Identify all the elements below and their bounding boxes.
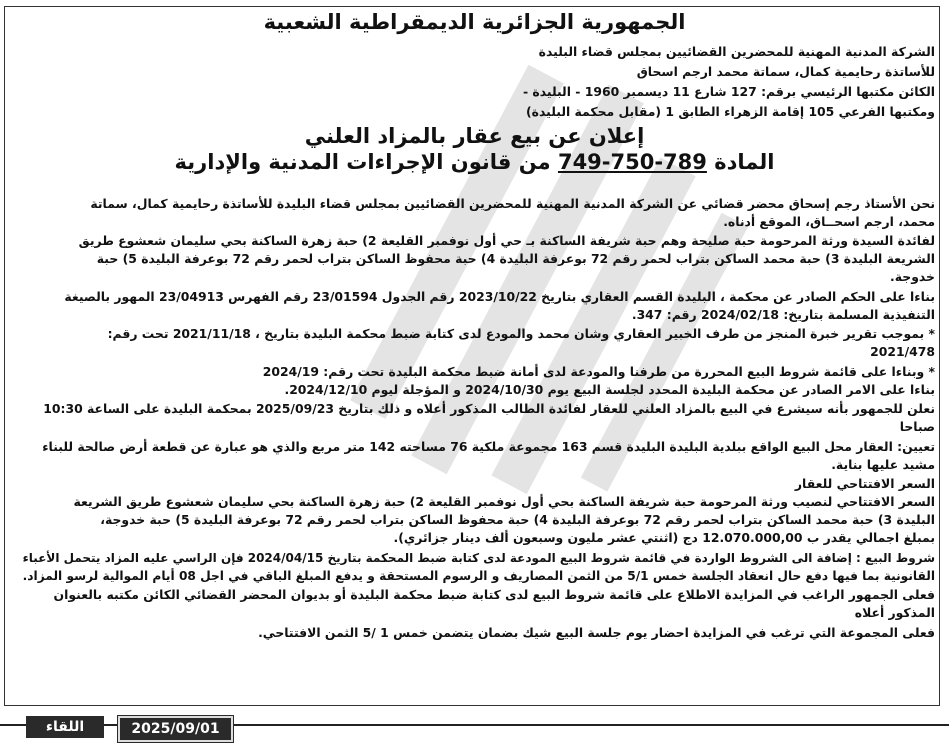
- body-line: لفائدة السيدة ورثة المرحومة حبة صليحة وهم حبة شريفة الساكنة بـ حي أول نوفمبر القليعة 2) حبة زهرة الساكنة بحي سليمان شعشوع طريق: [78, 233, 935, 248]
- body-line: 2021/478: [870, 344, 935, 359]
- body-line: فعلى المجموعة التي ترغب في المزايدة احضار يوم جلسة البيع شيك بضمان يتضمن خمس 1 /5 الثمن الافتتاحي.: [258, 625, 935, 640]
- body-line: بناءا على الحكم الصادر عن محكمة ، البليدة القسم العقاري بتاريخ 2023/10/22 رقم الجدول 23/01594 رقم الفهرس 23/04913 المهور بالصيغة: [64, 289, 935, 304]
- body-line: فعلى الجمهور الراغب في المزايدة الاطلاع على قائمة شروط البيع لدى كتابة ضبط محكمة البليدة أو بديوان المحضر القضائي الكائن مكتبه بالعنوان: [53, 587, 935, 602]
- body-line: السعر الافتتاحي لنصيب ورثة المرحومة حبة شريفة الساكنة بحي أول نوفمبر القليعة 2) حبة زهرة الساكنة بحي سليمان شعشوع طريق الشريعة: [73, 494, 935, 509]
- body-line: خدوجة.: [890, 269, 935, 284]
- body-line: مشيد عليها بناية.: [831, 457, 935, 472]
- main-office-line: الكائن مكتبها الرئيسي برقم: 127 شارع 11 ديسمبر 1960 - البليدة -: [522, 84, 935, 99]
- lawyers-line: للأساتذة رحايمية كمال، سماتة محمد ارجم اسحاق: [636, 64, 935, 79]
- body-line: المذكور أعلاه: [854, 605, 935, 620]
- body-line: القانونية بما فيها دفع حال انعقاد الجلسة خمس 5/1 من الثمن المصاريف و الرسوم المستحقة و يدفع المبلغ الباقي في اجل 08 أيام الموالية لرسو المزاد.: [22, 569, 935, 583]
- article-line: [0, 150, 949, 174]
- body-line: بمبلغ اجمالي يقدر ب 12.070.000,00 دج (اثنتي عشر مليون وسبعون ألف دينار جزائري).: [393, 530, 935, 545]
- footer-bar: [0, 712, 949, 740]
- publication-date-badge: 2025/09/01: [118, 716, 233, 742]
- newspaper-name-badge: اللقاء: [26, 716, 104, 738]
- announcement-title: إعلان عن بيع عقار بالمزاد العلني: [304, 124, 645, 148]
- body-line: بناءا على الامر الصادر عن محكمة البليدة المحدد لجلسة البيع يوم 2024/10/30 و المؤجلة ليوم 2024/12/10.: [284, 382, 935, 397]
- body-line: نحن الأستاذ رجم إسحاق محضر قضائي عن الشركة المدنية المهنية للمحضرين القضائيين بمجلس قضاء البليدة للأساتذة رحايمية كمال، سماتة: [90, 196, 935, 211]
- body-line: البليدة 3) حبة محمد الساكن بتراب لحمر رقم 72 بوعرفة البليدة 4) حبة محفوظ الساكن بتراب لحمر رقم 72 بوعرفة البليدة 5) حبة خدوجة،: [100, 512, 935, 527]
- body-line: السعر الافتتاحي للعقار: [794, 476, 935, 491]
- body-line: شروط البيع : إضافة الى الشروط الواردة في قائمة شروط البيع المودعة لدى كتابة ضبط المحكمة بتاريخ 2024/04/15 فإن الراسي عليه المزاد يتحمل الأعباء: [22, 551, 935, 565]
- body-line: تعيين: العقار محل البيع الواقع ببلدية البليدة البليدة قسم 163 مجموعة ملكية 76 مساحته 142 متر مربع والذي هو عبارة عن قطعة أرض صالحة للبناء: [42, 439, 935, 454]
- body-line: التنفيذية المسلمة بتاريخ: 2024/02/18 رقم: 347.: [631, 307, 935, 322]
- body-line: نعلن للجمهور بأنه سيشرع في البيع بالمزاد العلني للعقار لفائدة الطالب المذكور أعلاه و ذلك بتاريخ 2025/09/23 بمحكمة البليدة على الساعة 10:30: [43, 401, 935, 416]
- article-prefix: المادة: [714, 150, 775, 174]
- republic-title: الجمهورية الجزائرية الديمقراطية الشعبية: [263, 10, 686, 34]
- article-suffix: من قانون الإجراءات المدنية والإدارية: [174, 150, 551, 174]
- body-line: * بموجب تقرير خبرة المنجز من طرف الخبير العقاري وشان محمد والمودع لدى كتابة ضبط محكمة البليدة بتاريخ ، 2021/11/18 تحت رقم:: [107, 326, 935, 341]
- branch-office-line: ومكتبها الفرعي 105 إقامة الزهراء الطابق 1 (مقابل محكمة البليدة): [526, 104, 935, 119]
- body-line: صباحا: [899, 419, 935, 434]
- article-numbers: 749-750-789: [557, 150, 707, 174]
- body-line: الشريعة البليدة 3) حبة محمد الساكن بتراب لحمر رقم 72 بوعرفة البليدة 4) حبة محفوظ الساكن بتراب لحمر رقم 72 بوعرفة البليدة 5) حبة: [96, 251, 935, 266]
- body-line: * وبناءا على قائمة شروط البيع المحررة من طرفنا والمودعة لدى أمانة ضبط محكمة البليدة تحت رقم: 2024/19: [262, 364, 935, 379]
- body-line: محمد، ارجم اسحــاق، الموقع أدناه.: [723, 214, 935, 229]
- company-line: الشركة المدنية المهنية للمحضرين القضائيين بمجلس قضاء البليدة: [538, 44, 935, 59]
